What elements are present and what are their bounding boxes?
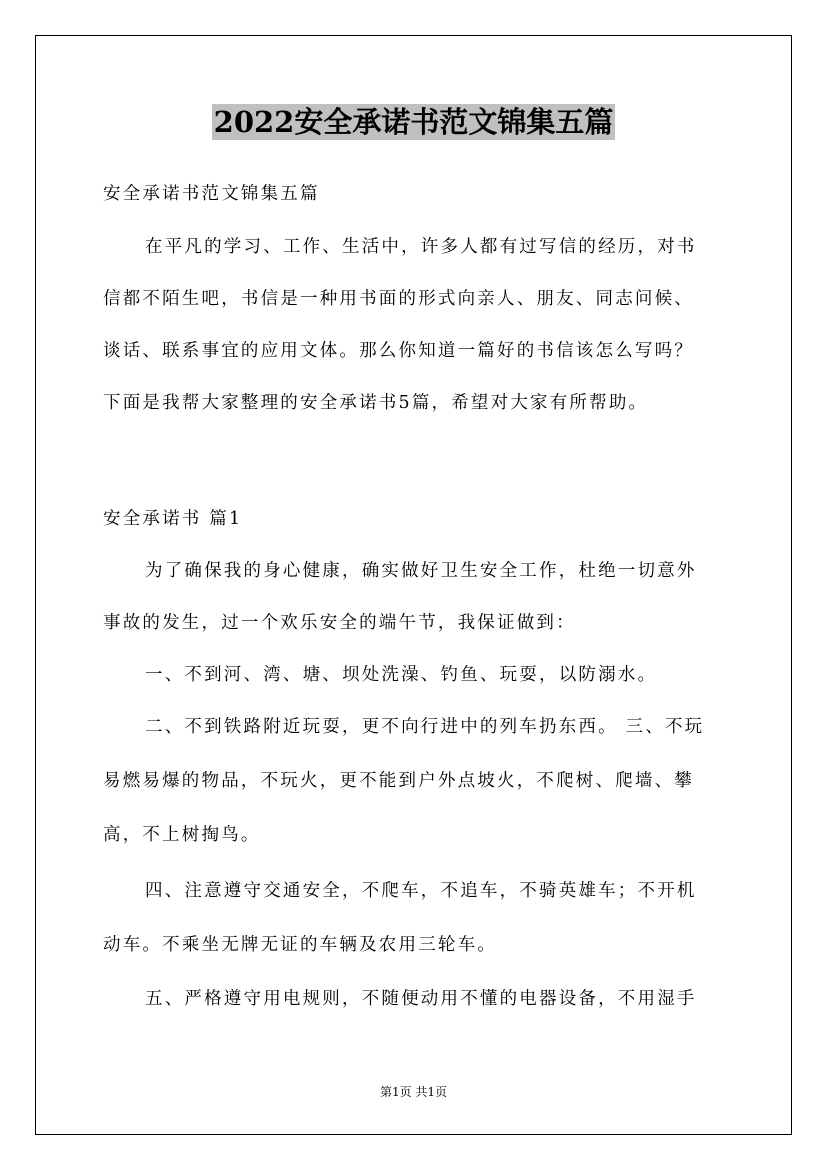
section-line: 四、注意遵守交通安全，不爬车，不追车，不骑英雄车；不开机 (145, 881, 697, 901)
section-line: 高，不上树掏鸟。 (103, 825, 261, 845)
section-line: 五、严格遵守用电规则，不随便动用不懂的电器设备，不用湿手 (145, 989, 697, 1009)
intro-line: 下面是我帮大家整理的安全承诺书5篇，希望对大家有所帮助。 (103, 393, 649, 413)
document-title-text: 2022安全承诺书范文锦集五篇 (213, 105, 614, 139)
page-footer: 第1页 共1页 (379, 1085, 448, 1099)
document-subtitle: 安全承诺书范文锦集五篇 (103, 184, 320, 204)
section-line: 为了确保我的身心健康，确实做好卫生安全工作，杜绝一切意外 (145, 561, 697, 581)
section-heading: 安全承诺书 篇1 (103, 509, 243, 529)
section-line: 动车。不乘坐无牌无证的车辆及农用三轮车。 (103, 935, 497, 955)
section-line: 一、不到河、湾、塘、坝处洗澡、钓鱼、玩耍，以防溺水。 (145, 665, 658, 685)
intro-line: 谈话、联系事宜的应用文体。那么你知道一篇好的书信该怎么写吗？ (103, 341, 694, 361)
section-line: 事故的发生，过一个欢乐安全的端午节，我保证做到： (103, 613, 576, 633)
intro-line: 在平凡的学习、工作、生活中，许多人都有过写信的经历，对书 (145, 237, 697, 257)
section-line: 易燃易爆的物品，不玩火，更不能到户外点坡火，不爬树、爬墙、攀 (103, 771, 694, 791)
intro-line: 信都不陌生吧，书信是一种用书面的形式向亲人、朋友、同志问候、 (103, 289, 694, 309)
section-line: 二、不到铁路附近玩耍，更不向行进中的列车扔东西。 三、不玩 (145, 717, 705, 737)
document-title (0, 100, 827, 144)
